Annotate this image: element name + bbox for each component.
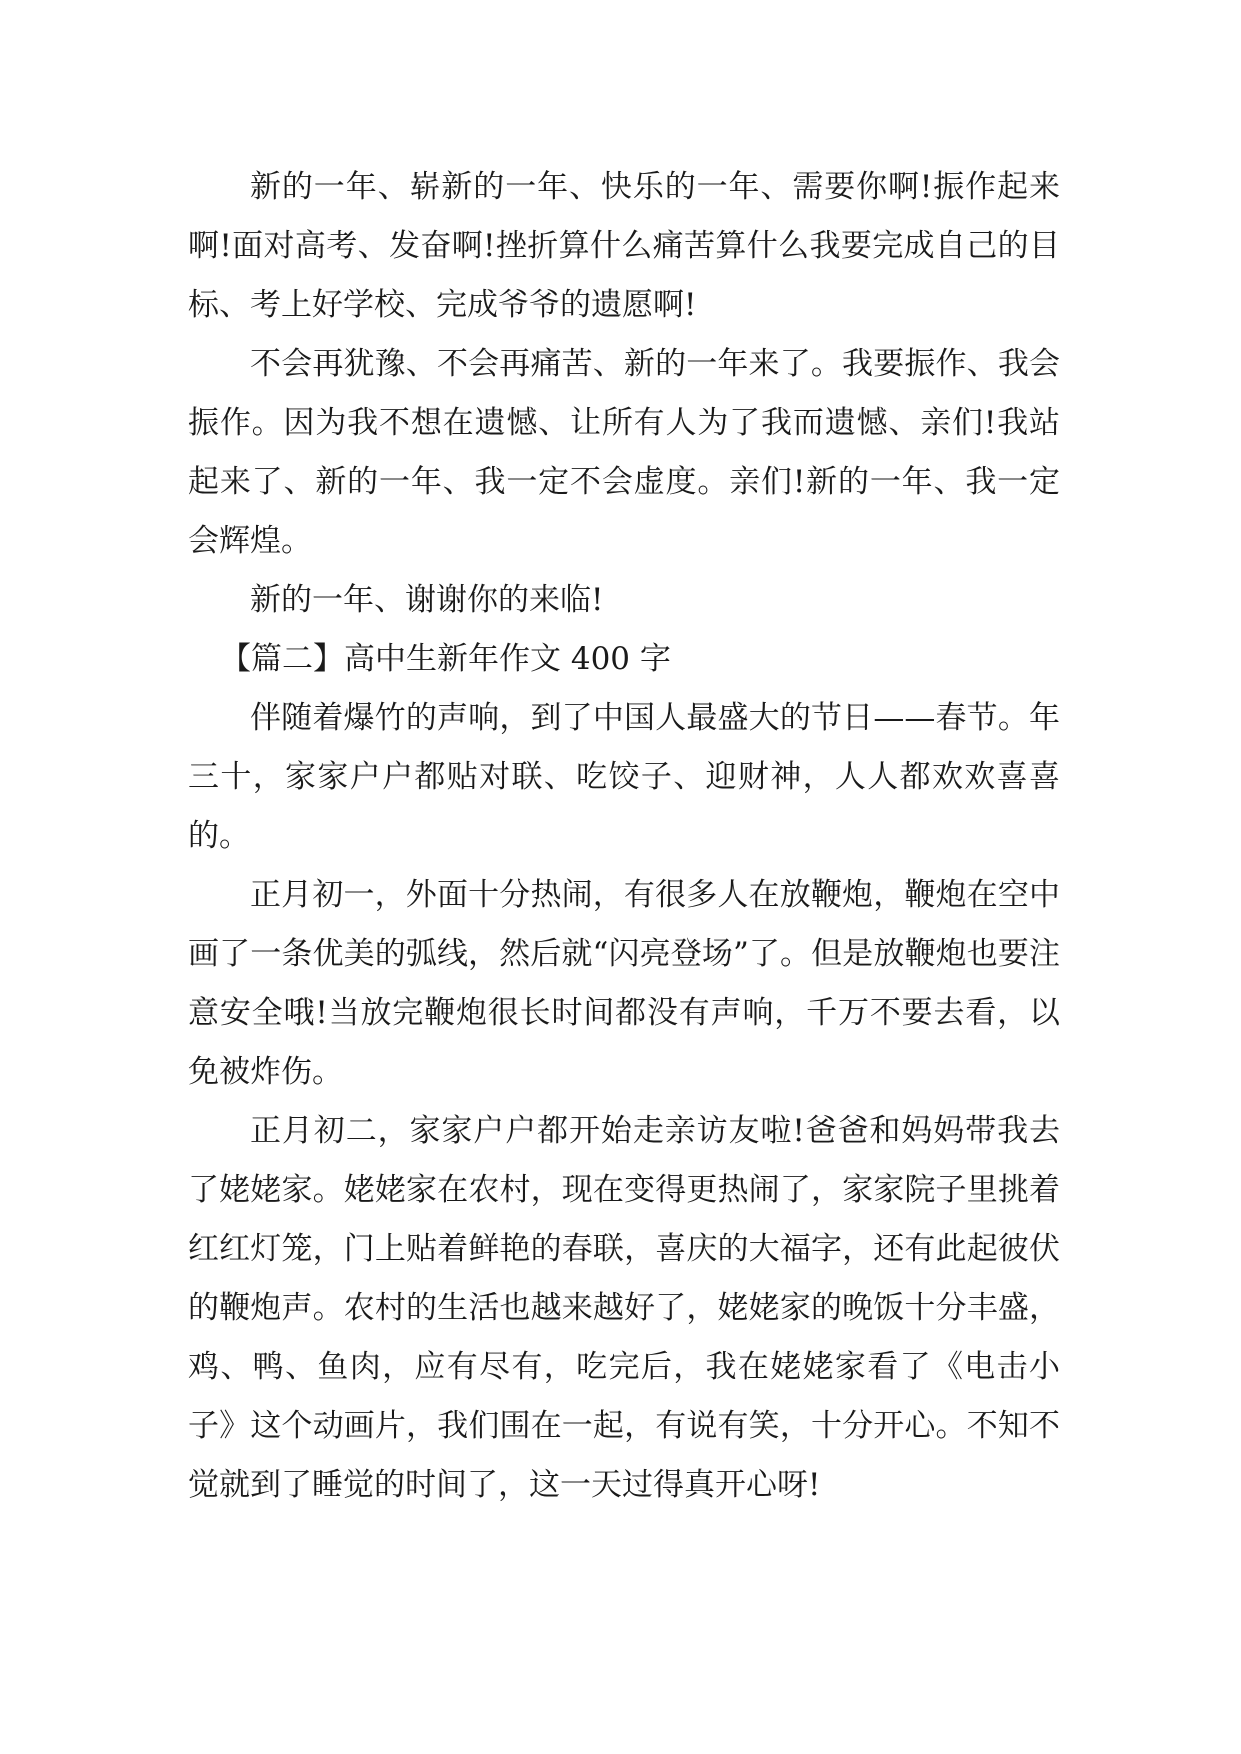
- paragraph-2: 不会再犹豫、不会再痛苦、新的一年来了。我要振作、我会振作。因为我不想在遗憾、让所有人为了我而遗憾、亲们!我站起来了、新的一年、我一定不会虚度。亲们!新的一年、我一定会辉煌。: [188, 346, 1060, 559]
- section-paragraph-2: 正月初一，外面十分热闹，有很多人在放鞭炮，鞭炮在空中画了一条优美的弧线，然后就“闪亮登场”了。但是放鞭炮也要注意安全哦!当放完鞭炮很长时间都没有声响，千万不要去看，以免被炸伤。: [188, 877, 1060, 1090]
- paragraph-1: 新的一年、崭新的一年、快乐的一年、需要你啊!振作起来啊!面对高考、发奋啊!挫折算什么痛苦算什么我要完成自己的目标、考上好学校、完成爷爷的遗愿啊!: [188, 169, 1060, 323]
- section-paragraph-1: 伴随着爆竹的声响，到了中国人最盛大的节日——春节。年三十，家家户户都贴对联、吃饺子、迎财神，人人都欢欢喜喜的。: [188, 700, 1060, 854]
- paragraph-3: 新的一年、谢谢你的来临!: [250, 582, 604, 618]
- section-heading: 【篇二】高中生新年作文 400 字: [220, 641, 671, 677]
- section-paragraph-3: 正月初二，家家户户都开始走亲访友啦!爸爸和妈妈带我去了姥姥家。姥姥家在农村，现在变得更热闹了，家家院子里挑着红红灯笼，门上贴着鲜艳的春联，喜庆的大福字，还有此起彼伏的鞭炮声。农村的生活也越来越好了，姥姥家的晚饭十分丰盛，鸡、鸭、鱼肉，应有尽有，吃完后，我在姥姥家看了《电击小子》这个动画片，我们围在一起，有说有笑，十分开心。不知不觉就到了睡觉的时间了，这一天过得真开心呀!: [188, 1113, 1060, 1503]
- document-body: [188, 158, 1060, 1515]
